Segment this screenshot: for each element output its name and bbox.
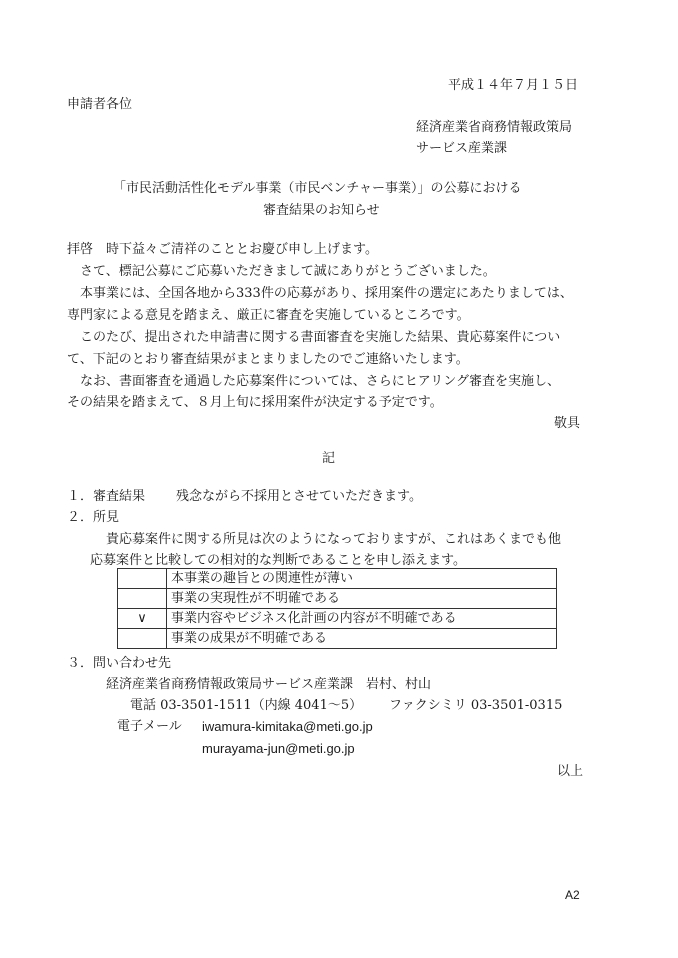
paragraph-greeting: 拝啓 時下益々ご清祥のこととお慶び申し上げます。	[67, 242, 378, 257]
paragraph-applications-2: 専門家による意見を踏まえ、厳正に審査を実施しているところです。	[67, 308, 470, 323]
section-1-result: 残念ながら不採用とさせていただきます。	[176, 489, 422, 504]
document-date: 平成１４年７月１５日	[448, 78, 579, 93]
ki-heading: 記	[322, 451, 336, 466]
paragraph-thanks: さて、標記公募にご応募いただきまして誠にありがとうございました。	[80, 264, 496, 279]
criteria-text: 事業の実現性が不明確である	[167, 589, 557, 609]
criteria-text: 本事業の趣旨との関連性が薄い	[167, 569, 557, 589]
page-number: A2	[565, 888, 580, 902]
contact-fax: ファクシミリ 03-3501-0315	[389, 698, 563, 713]
addressee: 申請者各位	[67, 97, 133, 112]
section-3-heading: ３．問い合わせ先	[67, 656, 172, 671]
table-row	[118, 589, 557, 609]
table-row	[118, 569, 557, 589]
contact-email-2[interactable]: murayama-jun@meti.go.jp	[202, 741, 355, 756]
contact-phone: 電話 03-3501-1511（内線 4041～5）	[130, 698, 363, 713]
closing-ijo: 以上	[557, 764, 584, 779]
paragraph-hearing-1: なお、書面審査を通過した応募案件については、さらにヒアリング審査を実施し、	[80, 374, 560, 389]
criteria-text: 事業内容やビジネス化計画の内容が不明確である	[167, 609, 557, 629]
section-2-text-2: 応募案件と比較しての相対的な判断であることを申し添えます。	[90, 553, 466, 568]
criteria-mark	[118, 629, 167, 649]
criteria-mark	[118, 569, 167, 589]
sender-division: サービス産業課	[416, 141, 508, 156]
title-line-1: 「市民活動活性化モデル事業（市民ベンチャー事業）」の公募における	[113, 181, 522, 196]
paragraph-results-2: て、下記のとおり審査結果がまとまりましたのでご連絡いたします。	[67, 352, 469, 367]
contact-email-1[interactable]: iwamura-kimitaka@meti.go.jp	[202, 719, 373, 734]
section-2-heading: ２．所見	[67, 510, 120, 525]
paragraph-results-1: このたび、提出された申請書に関する書面審査を実施した結果、貴応募案件につい	[80, 330, 561, 345]
criteria-table	[117, 568, 557, 649]
section-2-text-1: 貴応募案件に関する所見は次のようになっておりますが、これはあくまでも他	[106, 532, 562, 547]
paragraph-applications-1: 本事業には、全国各地から333件の応募があり、採用案件の選定にあたりましては、	[80, 286, 573, 301]
closing-keigu: 敬具	[554, 416, 581, 431]
contact-office: 経済産業省商務情報政策局サービス産業課 岩村、村山	[106, 677, 432, 692]
table-row	[118, 609, 557, 629]
sender-bureau: 経済産業省商務情報政策局	[416, 120, 573, 135]
paragraph-hearing-2: その結果を踏まえて、８月上旬に採用案件が決定する予定です。	[67, 395, 443, 410]
title-line-2: 審査結果のお知らせ	[263, 203, 380, 218]
criteria-check-mark: ∨	[118, 609, 167, 629]
table-row	[118, 629, 557, 649]
criteria-mark	[118, 589, 167, 609]
contact-email-label: 電子メール	[117, 719, 182, 734]
section-1-heading: １．審査結果	[67, 489, 146, 504]
criteria-text: 事業の成果が不明確である	[167, 629, 557, 649]
